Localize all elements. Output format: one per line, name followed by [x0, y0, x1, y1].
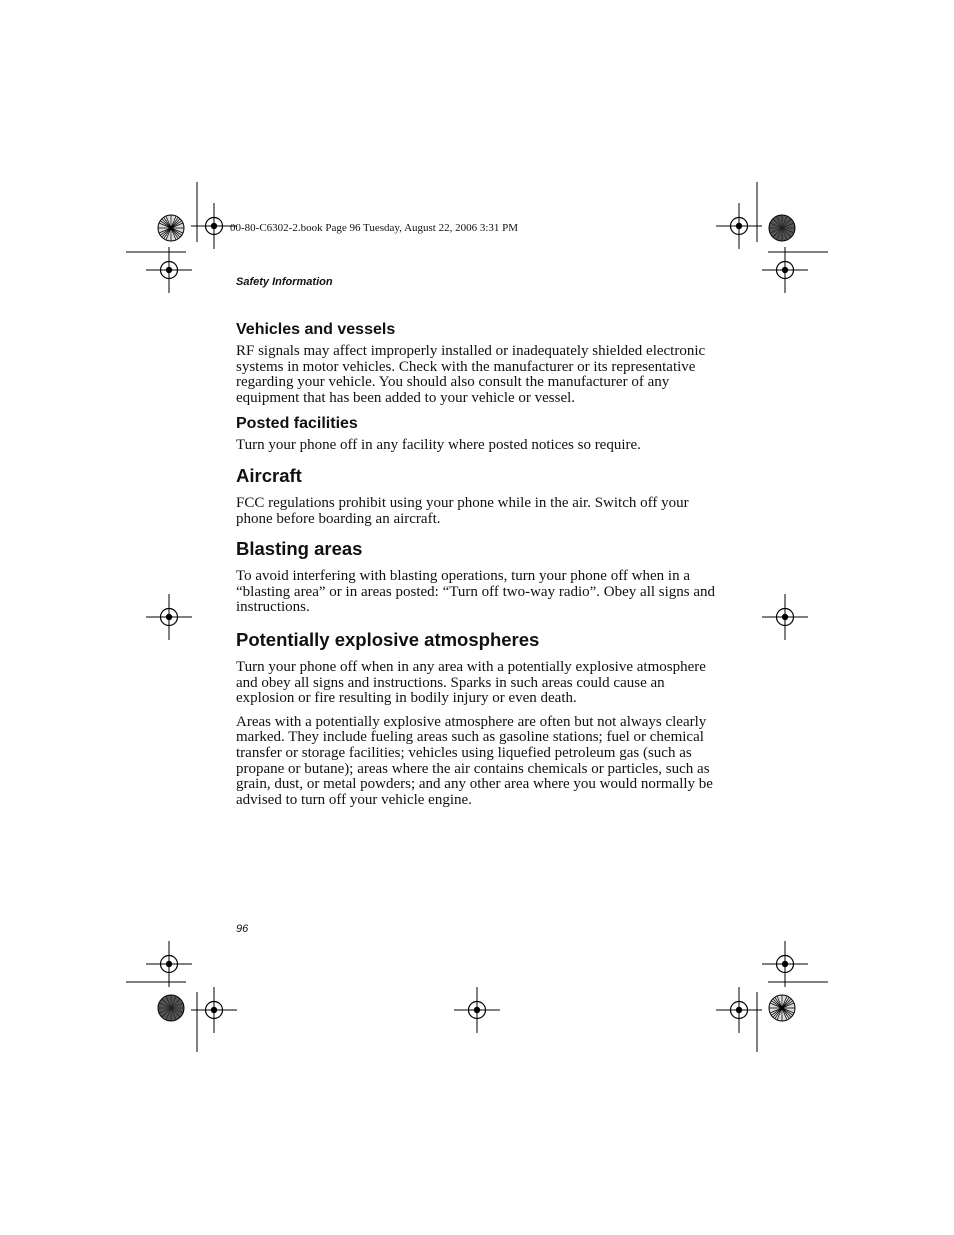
- paragraph-posted-facilities: Turn your phone off in any facility where posted notices so require.: [236, 437, 641, 454]
- paragraph-aircraft: FCC regulations prohibit using your phone while in the air. Switch off your phone before boarding an aircraft.: [236, 494, 689, 527]
- paragraph-blasting-areas: To avoid interfering with blasting operations, turn your phone off when in a “blasting area” or in areas posted: “Turn off two-way radio”. Obey all signs and instructions.: [236, 568, 716, 616]
- heading-potentially-explosive-atmospheres: Potentially explosive atmospheres: [236, 628, 540, 650]
- paragraph-explosive-2: Areas with a potentially explosive atmosphere are often but not always clearly marked. They include fueling areas such as gasoline stations; fuel or chemical transfer or storage facilities; vehicles using liquefied petroleum gas (such as propane or butane); areas where the air contains chemicals or particles, such as grain, dust, or metal powders; and any other area where you would normally be advised to turn off your vehicle engine.: [236, 713, 713, 808]
- page-content: [236, 320, 718, 816]
- heading-vehicles-and-vessels: Vehicles and vessels: [236, 321, 396, 338]
- paragraph-explosive-1: Turn your phone off when in any area with a potentially explosive atmosphere and obey all signs and instructions. Sparks in such areas could cause an explosion or fire resulting in bodily injury or even death.: [236, 658, 706, 707]
- running-header: Safety Information: [236, 276, 333, 288]
- heading-posted-facilities: Posted facilities: [236, 415, 358, 433]
- print-slug-line: 00-80-C6302-2.book Page 96 Tuesday, August 22, 2006 3:31 PM: [230, 222, 519, 234]
- paragraph-vehicles: RF signals may affect improperly installed or inadequately shielded electronic systems in motor vehicles. Check with the manufacturer or its representative regarding your vehicle. You should also consult the manufacturer of any equipment that has been added to your vehicle or vessel.: [236, 343, 706, 406]
- heading-aircraft: Aircraft: [236, 464, 302, 486]
- page-number: 96: [236, 923, 249, 935]
- heading-blasting-areas: Blasting areas: [236, 538, 363, 560]
